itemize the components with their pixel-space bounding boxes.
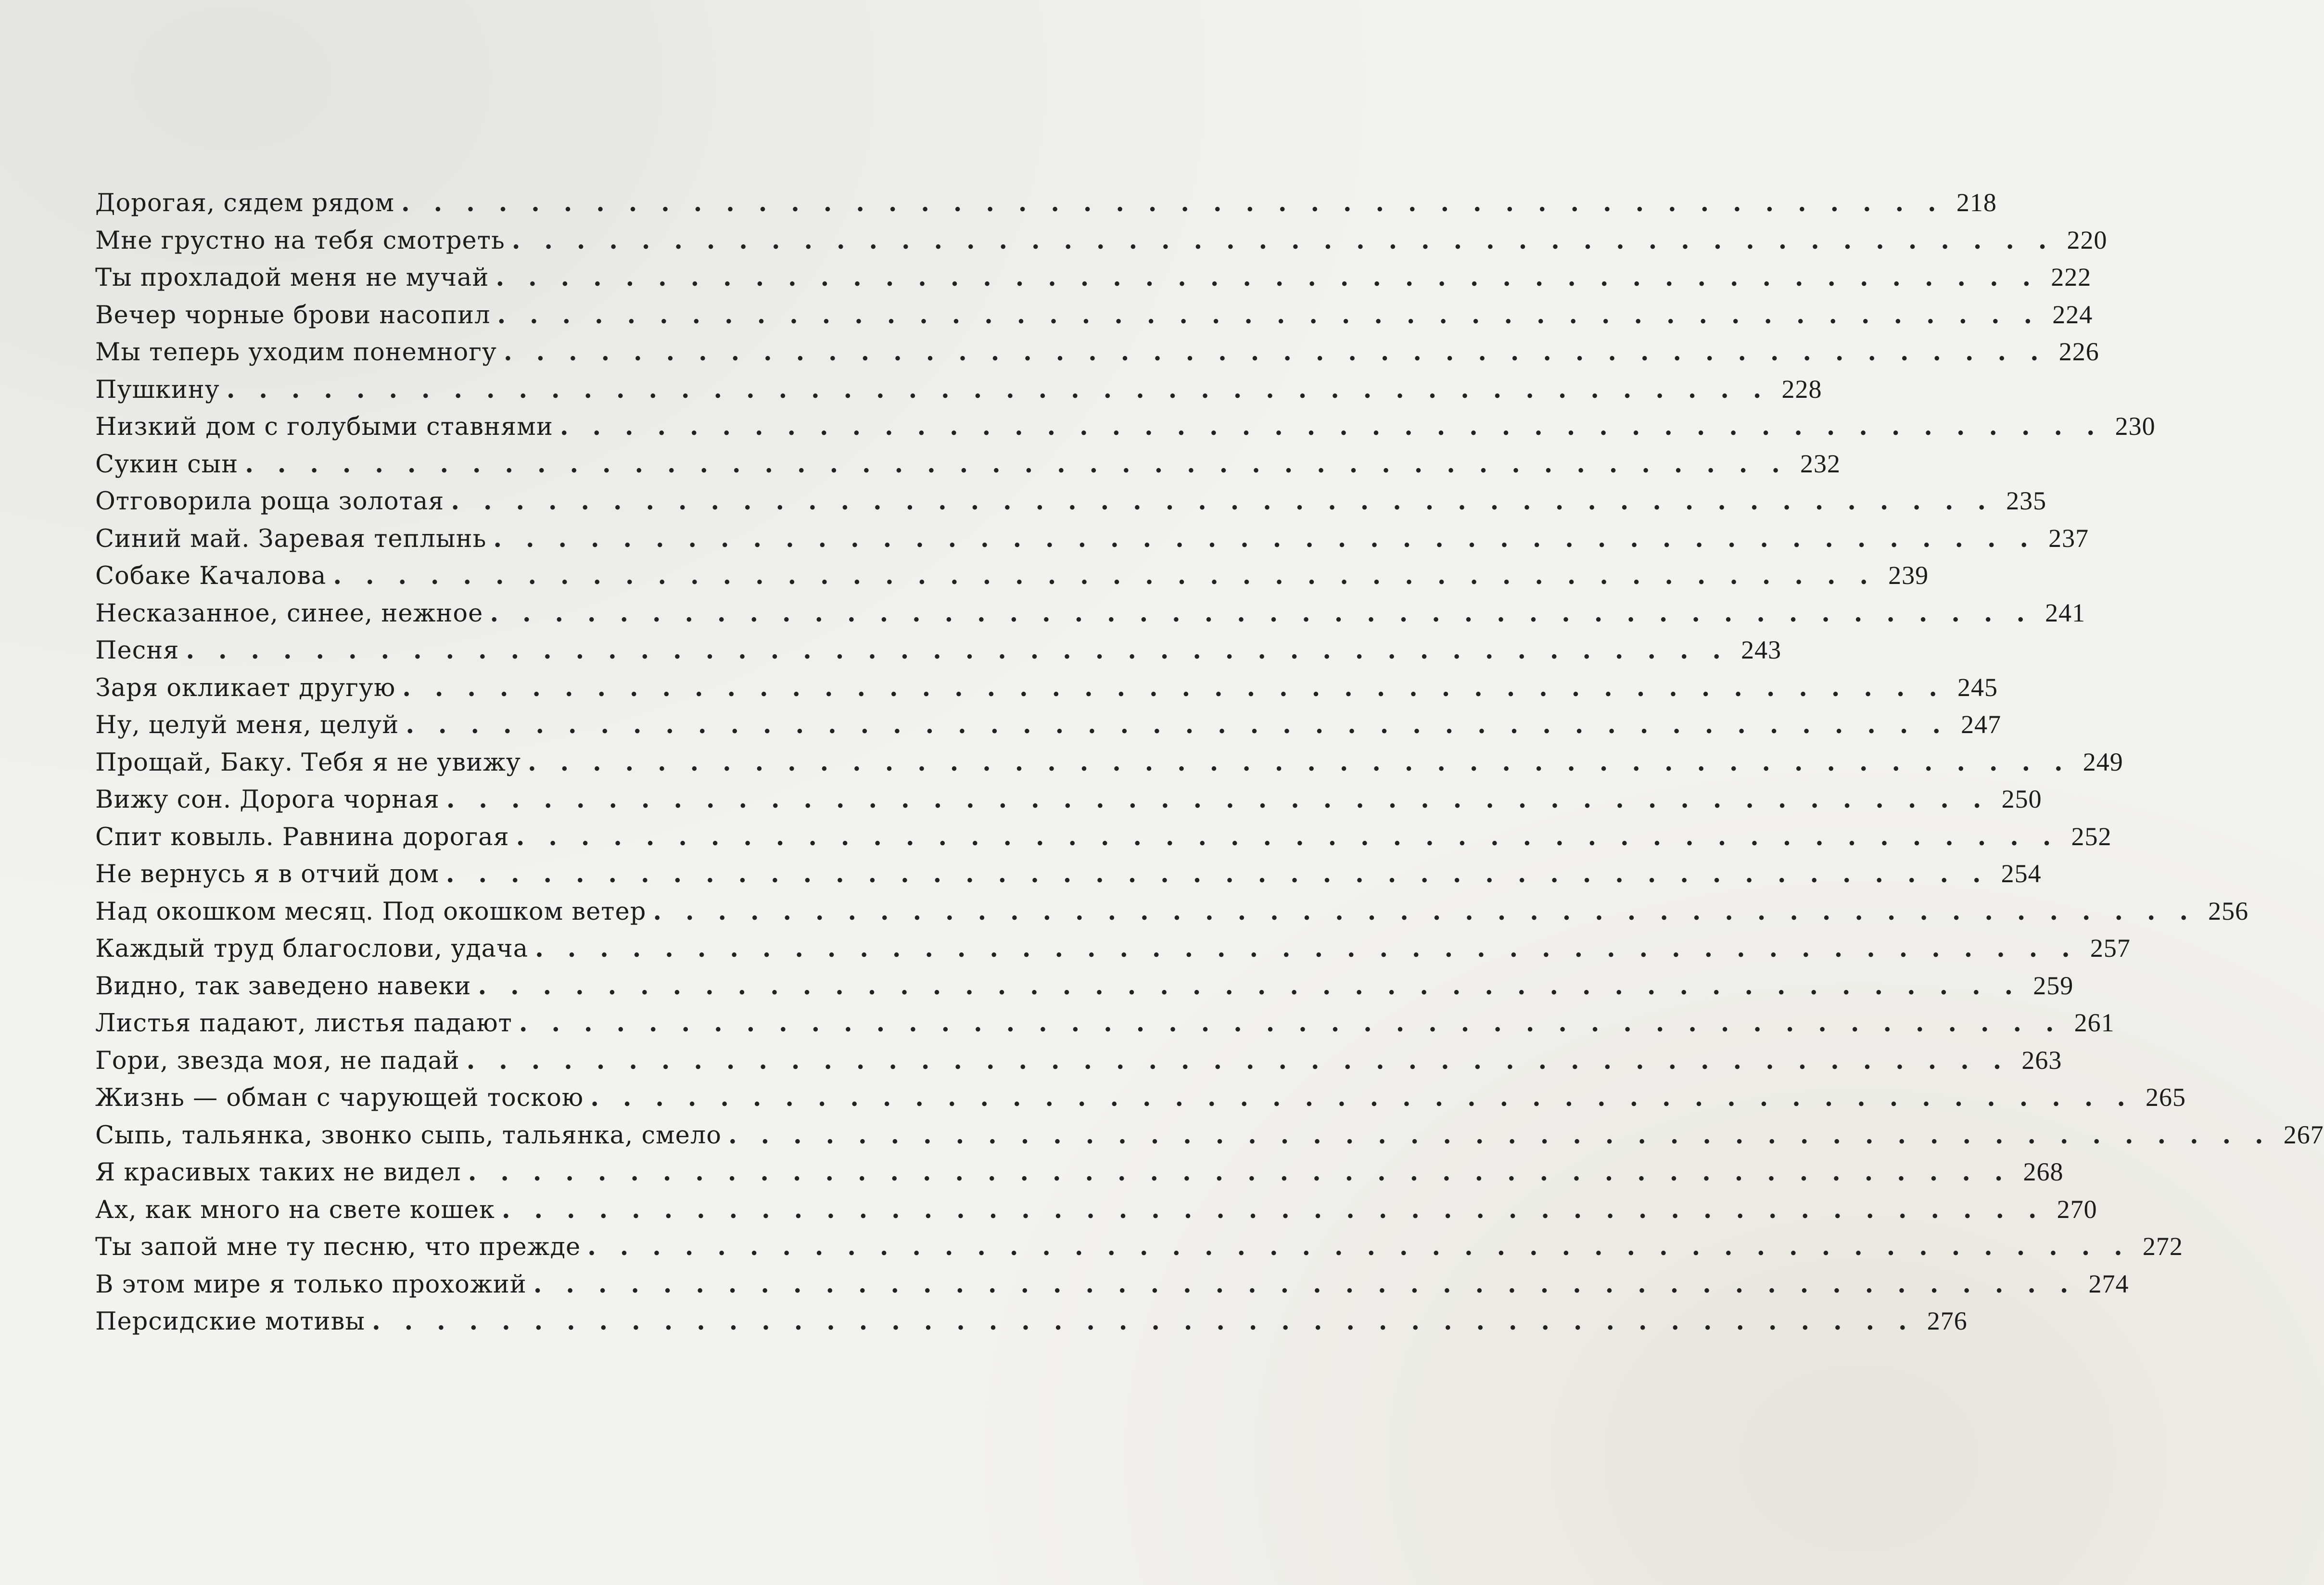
- toc-entry-leader: . . . . . . . . . . . . . . . . . . . . . . . . . . . . . . . . . . . . . . . . . . . . . . . .: [653, 897, 2196, 926]
- toc-entry-leader: . . . . . . . . . . . . . . . . . . . . . . . . . . . . . . . . . . . . . . . . . . . . . . . .: [533, 1269, 2076, 1299]
- toc-entry-page-number: 243: [1741, 635, 1782, 664]
- toc-entry-title: Пушкину: [95, 375, 220, 404]
- toc-entry-page-number: 267: [2283, 1120, 2324, 1149]
- toc-entry: [95, 560, 1929, 598]
- toc-entry-leader: . . . . . . . . . . . . . . . . . . . . . . . . . . . . . . . . . . . . . . . . . . . . . . . .: [402, 673, 1945, 702]
- toc-entry-page-number: 263: [2021, 1045, 2062, 1075]
- toc-entry: [95, 486, 2047, 523]
- toc-entry-title: Персидские мотивы: [95, 1307, 365, 1336]
- toc-entry-title: Собаке Качалова: [95, 562, 327, 590]
- toc-entry-leader: . . . . . . . . . . . . . . . . . . . . . . . . . . . . . . . . . . . . . . . . . . . . . . . .: [587, 1232, 2130, 1261]
- toc-entry-leader: . . . . . . . . . . . . . . . . . . . . . . . . . . . . . . . . . . . . . . . . . . . . . . . .: [186, 636, 1729, 665]
- toc-entry-title: Мне грустно на тебя смотреть: [95, 226, 505, 255]
- toc-entry: [95, 1120, 2324, 1157]
- toc-entry-page-number: 245: [1957, 672, 1998, 702]
- toc-entry-title: Ах, как много на свете кошек: [95, 1195, 495, 1224]
- toc-entry: [95, 784, 2042, 822]
- toc-entry-leader: . . . . . . . . . . . . . . . . . . . . . . . . . . . . . . . . . . . . . . . . . . . . . . . .: [466, 1046, 2009, 1075]
- toc-entry-title: Ты запой мне ту песню, что прежде: [95, 1233, 581, 1261]
- toc-entry: [95, 523, 2089, 561]
- toc-entry-page-number: 218: [1956, 188, 1997, 217]
- toc-entry-title: Не вернусь я в отчий дом: [95, 860, 439, 888]
- toc-entry-leader: . . . . . . . . . . . . . . . . . . . . . . . . . . . . . . . . . . . . . . . . . . . . . . . .: [493, 524, 2036, 553]
- toc-entry-page-number: 237: [2048, 523, 2089, 553]
- table-of-contents: [95, 188, 2324, 1344]
- toc-entry-title: Я красивых таких не видел: [95, 1158, 461, 1187]
- toc-entry-page-number: 235: [2006, 486, 2047, 515]
- toc-entry-leader: . . . . . . . . . . . . . . . . . . . . . . . . . . . . . . . . . . . . . . . . . . . . . . . .: [495, 263, 2039, 292]
- toc-entry-page-number: 259: [2033, 971, 2074, 1000]
- toc-entry-leader: . . . . . . . . . . . . . . . . . . . . . . . . . . . . . . . . . . . . . . . . . . . . . . . .: [446, 785, 1989, 814]
- toc-entry: [95, 710, 2002, 747]
- toc-entry-page-number: 265: [2145, 1083, 2186, 1112]
- toc-entry: [95, 1008, 2115, 1045]
- toc-entry-page-number: 274: [2088, 1269, 2129, 1298]
- toc-entry-title: Видно, так заведено навеки: [95, 972, 471, 1001]
- toc-entry: [95, 1045, 2062, 1083]
- toc-entry-page-number: 228: [1781, 374, 1822, 404]
- toc-entry: [95, 188, 1997, 225]
- toc-entry-page-number: 230: [2115, 412, 2156, 441]
- toc-entry-leader: . . . . . . . . . . . . . . . . . . . . . . . . . . . . . . . . . . . . . . . . . . . . . . . .: [245, 449, 1788, 479]
- toc-entry-page-number: 250: [2001, 785, 2042, 813]
- toc-entry-title: Вижу сон. Дорога чорная: [95, 786, 440, 814]
- toc-entry-page-number: 276: [1927, 1306, 1968, 1335]
- toc-entry: [95, 225, 2108, 263]
- toc-entry-title: Жизнь — обман с чарующей тоскою: [95, 1084, 584, 1112]
- toc-entry: [95, 747, 2123, 785]
- toc-entry-leader: . . . . . . . . . . . . . . . . . . . . . . . . . . . . . . . . . . . . . . . . . . . . . . . .: [445, 860, 1989, 888]
- toc-entry-page-number: 220: [2067, 225, 2108, 254]
- toc-entry-title: Гори, звезда моя, не падай: [95, 1046, 460, 1075]
- toc-entry-page-number: 254: [2001, 859, 2042, 888]
- toc-entry-leader: . . . . . . . . . . . . . . . . . . . . . . . . . . . . . . . . . . . . . . . . . . . . . . . .: [490, 598, 2033, 628]
- toc-entry: [95, 1269, 2129, 1306]
- toc-entry-leader: . . . . . . . . . . . . . . . . . . . . . . . . . . . . . . . . . . . . . . . . . . . . . . . .: [535, 934, 2078, 963]
- toc-entry-page-number: 261: [2074, 1008, 2115, 1037]
- toc-entry-title: Над окошком месяц. Под окошком ветер: [95, 897, 647, 926]
- toc-entry: [95, 1231, 2183, 1269]
- toc-entry-page-number: 270: [2057, 1194, 2097, 1224]
- toc-entry-title: Каждый труд благослови, удача: [95, 935, 529, 963]
- toc-entry-title: Спит ковыль. Равнина дорогая: [95, 823, 509, 851]
- toc-entry-title: Сукин сын: [95, 450, 239, 479]
- toc-entry-title: Несказанное, синее, нежное: [95, 599, 483, 628]
- toc-entry: [95, 933, 2131, 971]
- toc-entry-title: Песня: [95, 636, 179, 665]
- toc-entry-title: Мы теперь уходим понемногу: [95, 338, 497, 367]
- toc-entry: [95, 300, 2093, 337]
- toc-entry: [95, 896, 2249, 934]
- toc-entry-title: Заря окликает другую: [95, 673, 396, 702]
- toc-entry-title: Низкий дом с голубыми ставнями: [95, 413, 553, 441]
- toc-entry-leader: . . . . . . . . . . . . . . . . . . . . . . . . . . . . . . . . . . . . . . . . . . . . . . . .: [333, 561, 1876, 590]
- toc-entry-page-number: 268: [2023, 1157, 2064, 1186]
- toc-entry-leader: . . . . . . . . . . . . . . . . . . . . . . . . . . . . . . . . . . . . . . . . . . . . . . . .: [559, 412, 2103, 441]
- toc-entry: [95, 262, 2092, 300]
- toc-entry-leader: . . . . . . . . . . . . . . . . . . . . . . . . . . . . . . . . . . . . . . . . . . . . . . . .: [516, 822, 2059, 851]
- toc-entry-leader: . . . . . . . . . . . . . . . . . . . . . . . . . . . . . . . . . . . . . . . . . . . . . . . .: [451, 487, 1994, 516]
- toc-entry-page-number: 252: [2071, 822, 2112, 851]
- toc-entry-leader: . . . . . . . . . . . . . . . . . . . . . . . . . . . . . . . . . . . . . . . . . . . . . . . .: [497, 300, 2040, 330]
- toc-entry: [95, 672, 1998, 710]
- toc-entry: [95, 449, 1841, 486]
- toc-entry: [95, 1157, 2064, 1194]
- toc-entry-title: Синий май. Заревая теплынь: [95, 524, 487, 553]
- toc-entry-leader: . . . . . . . . . . . . . . . . . . . . . . . . . . . . . . . . . . . . . . . . . . . . . . . .: [406, 710, 1949, 739]
- toc-entry-leader: . . . . . . . . . . . . . . . . . . . . . . . . . . . . . . . . . . . . . . . . . . . . . . . .: [226, 375, 1769, 404]
- toc-entry-leader: . . . . . . . . . . . . . . . . . . . . . . . . . . . . . . . . . . . . . . . . . . . . . . . .: [501, 1195, 2045, 1224]
- toc-entry: [95, 635, 1782, 672]
- toc-entry-page-number: 241: [2045, 598, 2086, 627]
- toc-entry-leader: . . . . . . . . . . . . . . . . . . . . . . . . . . . . . . . . . . . . . . . . . . . . . . . .: [590, 1083, 2133, 1112]
- toc-entry: [95, 822, 2112, 859]
- toc-entry-page-number: 226: [2058, 337, 2099, 366]
- toc-entry-leader: . . . . . . . . . . . . . . . . . . . . . . . . . . . . . . . . . . . . . . . . . . . . . . . .: [478, 971, 2021, 1001]
- toc-entry-title: Дорогая, сядем рядом: [95, 189, 395, 217]
- toc-entry-leader: . . . . . . . . . . . . . . . . . . . . . . . . . . . . . . . . . . . . . . . . . . . . . . . .: [371, 1307, 1915, 1336]
- toc-entry: [95, 971, 2074, 1008]
- toc-entry: [95, 1194, 2097, 1232]
- toc-entry-page-number: 224: [2052, 300, 2093, 329]
- toc-entry-leader: . . . . . . . . . . . . . . . . . . . . . . . . . . . . . . . . . . . . . . . . . . . . . . . .: [728, 1120, 2271, 1150]
- toc-entry: [95, 1082, 2186, 1120]
- toc-entry-title: Листья падают, листья падают: [95, 1009, 512, 1038]
- toc-entry: [95, 1306, 1968, 1344]
- toc-entry-page-number: 249: [2083, 747, 2123, 776]
- toc-entry: [95, 374, 1822, 412]
- toc-entry-leader: . . . . . . . . . . . . . . . . . . . . . . . . . . . . . . . . . . . . . . . . . . . . . . . .: [503, 338, 2046, 367]
- toc-entry-title: Отговорила роща золотая: [95, 487, 444, 516]
- toc-entry: [95, 859, 2042, 896]
- toc-entry: [95, 598, 2086, 635]
- toc-entry-page-number: 257: [2090, 934, 2131, 963]
- toc-entry-title: Ну, целуй меня, целуй: [95, 711, 399, 739]
- toc-entry-title: Вечер чорные брови насопил: [95, 301, 491, 330]
- toc-entry-page-number: 232: [1800, 449, 1841, 478]
- toc-entry-leader: . . . . . . . . . . . . . . . . . . . . . . . . . . . . . . . . . . . . . . . . . . . . . . . .: [401, 189, 1944, 217]
- toc-entry-page-number: 247: [1961, 710, 2002, 739]
- toc-entry-leader: . . . . . . . . . . . . . . . . . . . . . . . . . . . . . . . . . . . . . . . . . . . . . . . .: [519, 1009, 2062, 1038]
- toc-entry-page-number: 222: [2051, 263, 2092, 292]
- toc-entry-title: Прощай, Баку. Тебя я не увижу: [95, 748, 521, 777]
- toc-entry-page-number: 239: [1888, 561, 1929, 590]
- toc-entry-title: Сыпь, тальянка, звонко сыпь, тальянка, смело: [95, 1121, 722, 1150]
- toc-entry-leader: . . . . . . . . . . . . . . . . . . . . . . . . . . . . . . . . . . . . . . . . . . . . . . . .: [527, 748, 2070, 777]
- toc-entry-leader: . . . . . . . . . . . . . . . . . . . . . . . . . . . . . . . . . . . . . . . . . . . . . . . .: [511, 226, 2055, 255]
- toc-entry-leader: . . . . . . . . . . . . . . . . . . . . . . . . . . . . . . . . . . . . . . . . . . . . . . . .: [468, 1158, 2011, 1187]
- toc-entry: [95, 337, 2099, 374]
- toc-entry-title: В этом мире я только прохожий: [95, 1270, 527, 1299]
- toc-entry: [95, 411, 2156, 449]
- toc-entry-title: Ты прохладой меня не мучай: [95, 264, 489, 292]
- toc-entry-page-number: 272: [2142, 1232, 2183, 1261]
- toc-entry-page-number: 256: [2208, 896, 2249, 926]
